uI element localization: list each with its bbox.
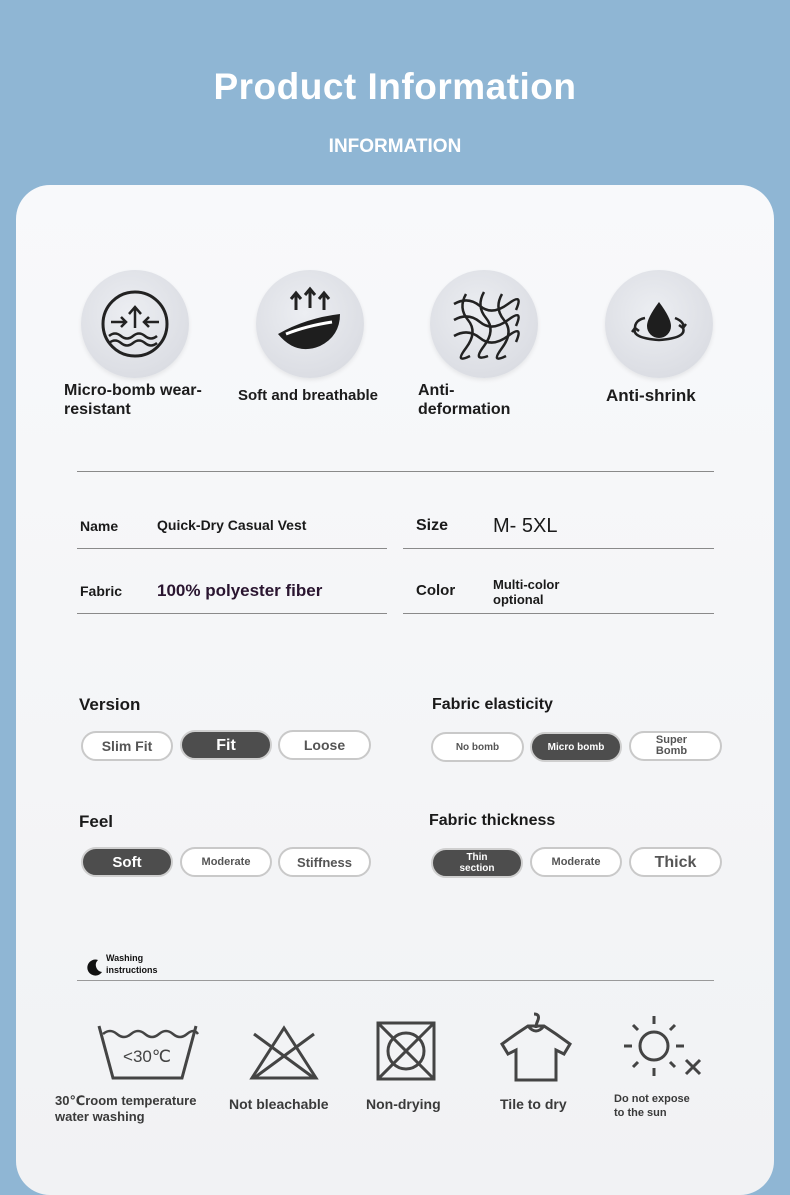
- divider: [403, 613, 714, 614]
- feel-moderate[interactable]: Moderate: [180, 847, 272, 877]
- mesh-fiber-icon: [430, 270, 538, 378]
- wash-label: Tile to dry: [500, 1096, 567, 1112]
- hang-dry-icon: [500, 1010, 572, 1082]
- thickness-thin-section[interactable]: Thin section: [431, 848, 523, 878]
- wash-label-line: 30℃room temperature: [55, 1093, 197, 1108]
- water-drop-icon: [605, 270, 713, 378]
- feature-label: Soft and breathable: [238, 387, 379, 404]
- fabric-value: 100% polyester fiber: [157, 581, 323, 600]
- wash-label: [55, 1093, 196, 1125]
- thickness-moderate[interactable]: Moderate: [530, 847, 622, 877]
- elasticity-micro-bomb[interactable]: Micro bomb: [530, 732, 622, 762]
- wash-label-line: Do not expose: [614, 1093, 690, 1105]
- no-tumble-dry-icon: [375, 1020, 437, 1082]
- moon-icon: [86, 958, 104, 976]
- size-value: M- 5XL: [493, 515, 558, 537]
- wash-label: [614, 1092, 690, 1120]
- size-label: Size: [416, 517, 449, 534]
- wash-label: Not bleachable: [229, 1096, 329, 1112]
- washing-title-line: instructions: [106, 965, 158, 975]
- elasticity-super-bomb[interactable]: Super Bomb: [629, 731, 722, 761]
- elasticity-no-bomb[interactable]: No bomb: [431, 732, 524, 762]
- divider: [77, 548, 387, 549]
- feature-label: Micro-bomb wear-resistant: [64, 382, 202, 418]
- tub-temperature: <30℃: [123, 1047, 171, 1066]
- wash-label: Non-drying: [366, 1096, 441, 1112]
- feature-label: Anti-shrink: [606, 386, 696, 405]
- divider: [77, 980, 714, 981]
- color-value-line: Multi-color: [493, 577, 560, 592]
- wash-label-line: water washing: [55, 1109, 145, 1124]
- wash-label-line: to the sun: [614, 1107, 667, 1119]
- feel-stiffness[interactable]: Stiffness: [278, 847, 371, 877]
- page-title: Product Information: [213, 66, 577, 107]
- page-subtitle: INFORMATION: [328, 136, 462, 157]
- thickness-thick[interactable]: Thick: [629, 847, 722, 877]
- version-slim-fit[interactable]: Slim Fit: [81, 731, 173, 761]
- breathable-fabric-icon: [256, 270, 364, 378]
- feel-soft[interactable]: Soft: [81, 847, 173, 877]
- divider: [403, 548, 714, 549]
- color-value: [493, 577, 559, 607]
- version-loose[interactable]: Loose: [278, 730, 371, 760]
- washing-title-line: Washing: [106, 953, 144, 963]
- feel-title: Feel: [79, 812, 114, 831]
- no-bleach-icon: [248, 1024, 320, 1082]
- thickness-title: Fabric thickness: [429, 812, 556, 829]
- version-title: Version: [79, 695, 141, 714]
- divider: [77, 613, 387, 614]
- feature-label: Anti-deformation: [418, 382, 511, 418]
- waves-arrows-icon: [81, 270, 189, 378]
- color-value-line: optional: [493, 592, 544, 607]
- wash-30-icon: [95, 1020, 200, 1084]
- no-sun-icon: [622, 1014, 706, 1080]
- color-label: Color: [416, 582, 456, 599]
- name-value: Quick-Dry Casual Vest: [157, 517, 307, 533]
- elasticity-title: Fabric elasticity: [432, 696, 553, 713]
- divider: [77, 471, 714, 472]
- name-label: Name: [80, 518, 119, 534]
- fabric-label: Fabric: [80, 583, 123, 599]
- washing-title: [106, 952, 158, 976]
- version-fit[interactable]: Fit: [180, 730, 272, 760]
